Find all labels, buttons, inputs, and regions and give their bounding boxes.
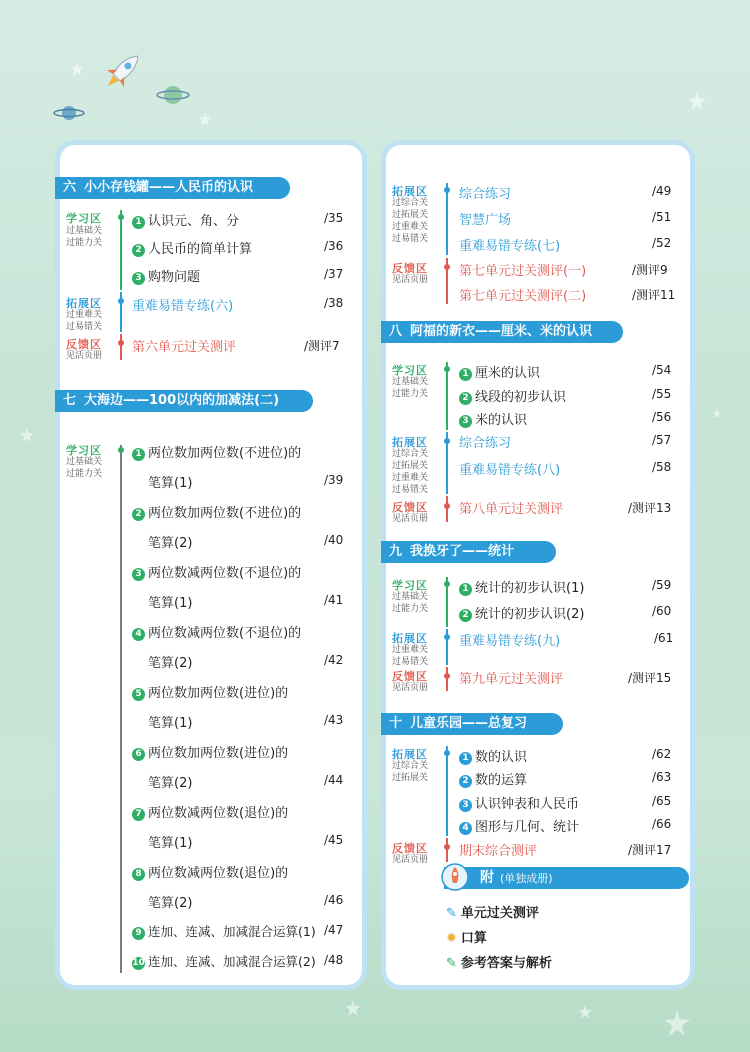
- zone-sub: 过能力关: [66, 238, 103, 248]
- entry-label: 认识元、角、分: [148, 214, 240, 229]
- toc-entry[interactable]: [132, 682, 288, 701]
- toc-entry[interactable]: [459, 603, 584, 622]
- page-number: /35: [324, 211, 344, 225]
- zone-label-learn: 学习区: [392, 364, 428, 377]
- number-badge: 2: [459, 775, 472, 788]
- number-badge: 10: [132, 958, 145, 968]
- zone-sub: 见活页册: [392, 514, 429, 524]
- small-planet-icon: [52, 100, 86, 126]
- entry-label: 购物问题: [148, 270, 201, 285]
- toc-entry[interactable]: [459, 577, 584, 596]
- toc-entry-continued[interactable]: 笔算(1): [148, 476, 193, 491]
- entry-label: 连加、连减、加减混合运算(1): [148, 924, 316, 939]
- zone-label-expand: 拓展区: [392, 748, 428, 761]
- zone-label-learn: 学习区: [66, 212, 102, 225]
- toc-entry[interactable]: 第七单元过关测评(二): [459, 289, 587, 304]
- chapter-banner-8[interactable]: [381, 321, 623, 343]
- page-number: /42: [324, 653, 344, 667]
- chapter-banner-9[interactable]: [381, 541, 556, 563]
- chapter-banner-6[interactable]: [55, 177, 290, 199]
- number-badge: 3: [459, 415, 472, 428]
- star-icon: [345, 1000, 361, 1016]
- zone-sub: 过基础关: [392, 377, 429, 387]
- entry-label: 两位数加两位数(不进位)的: [148, 506, 302, 521]
- zone-sub: 过拓展关: [392, 773, 429, 783]
- entry-label: 统计的初步认识(2): [475, 607, 585, 622]
- timeline-red: [446, 667, 448, 691]
- zone-sub: 过拓展关: [392, 210, 429, 220]
- toc-entry[interactable]: [132, 266, 200, 285]
- timeline-dot: [118, 298, 124, 304]
- zone-sub: 过基础关: [66, 457, 103, 467]
- number-badge: 3: [132, 568, 145, 581]
- toc-entry[interactable]: [132, 562, 301, 581]
- page-number: /测评13: [628, 501, 672, 515]
- zone-sub: 过综合关: [392, 761, 429, 771]
- entry-label: 人民币的简单计算: [148, 242, 253, 257]
- timeline-green: [120, 210, 122, 290]
- toc-entry[interactable]: [132, 502, 301, 521]
- page-number: /36: [324, 239, 344, 253]
- planet-icon: [155, 80, 191, 110]
- timeline-dot: [444, 503, 450, 509]
- number-badge: 2: [459, 609, 472, 622]
- page-number: /45: [324, 833, 344, 847]
- page-number: /66: [652, 817, 672, 831]
- number-badge: 1: [132, 448, 145, 461]
- timeline-blue: [446, 746, 448, 836]
- entry-label: 数的运算: [475, 773, 528, 788]
- toc-entry-continued[interactable]: 笔算(1): [148, 836, 193, 851]
- page-number: /58: [652, 460, 672, 474]
- page-number: /55: [652, 387, 672, 401]
- zone-sub: 见活页册: [392, 855, 429, 865]
- appendix-item-label: 参考答案与解析: [460, 956, 552, 971]
- zone-label-feedback: 反馈区: [392, 262, 428, 275]
- page-number: /57: [652, 433, 672, 447]
- number-badge: 7: [132, 808, 145, 821]
- timeline-red: [446, 838, 448, 862]
- entry-label: 两位数加两位数(进位)的: [148, 686, 289, 701]
- zone-sub: 过易错关: [66, 322, 103, 332]
- timeline-dot: [444, 187, 450, 193]
- timeline-dot: [118, 340, 124, 346]
- appendix-item[interactable]: [446, 902, 539, 921]
- toc-entry-continued[interactable]: 笔算(1): [148, 596, 193, 611]
- page-number: /测评17: [628, 843, 672, 857]
- entry-label: 连加、连减、加减混合运算(2): [148, 954, 316, 969]
- toc-entry-continued[interactable]: 笔算(2): [148, 536, 193, 551]
- toc-entry[interactable]: [459, 409, 527, 428]
- entry-label: 两位数加两位数(不进位)的: [148, 446, 302, 461]
- star-icon: [664, 1010, 690, 1036]
- zone-sub: 过基础关: [66, 226, 103, 236]
- page-number: /63: [652, 770, 672, 784]
- star-icon: [712, 408, 722, 418]
- timeline-grey: [120, 445, 122, 973]
- chapter-number: 九: [389, 544, 403, 559]
- zone-label-feedback: 反馈区: [392, 842, 428, 855]
- appendix-note: (单独成册): [500, 872, 553, 885]
- zone-label-feedback: 反馈区: [66, 338, 102, 351]
- page-number: /61: [654, 631, 674, 645]
- toc-entry[interactable]: 第九单元过关测评: [459, 672, 564, 687]
- appendix-title: 附: [480, 870, 494, 886]
- zone-sub: 过易错关: [392, 234, 429, 244]
- page-number: /39: [324, 473, 344, 487]
- page-number: /41: [324, 593, 344, 607]
- zone-sub: 过易错关: [392, 485, 429, 495]
- toc-entry[interactable]: [132, 802, 288, 821]
- timeline-dot: [444, 581, 450, 587]
- chapter-banner-10[interactable]: [381, 713, 563, 735]
- chapter-title: 大海边——100以内的加减法(二): [84, 393, 280, 408]
- zone-sub: 过重难关: [392, 473, 429, 483]
- page-number: /65: [652, 794, 672, 808]
- appendix-item[interactable]: [446, 927, 487, 946]
- page-number: /测评9: [632, 263, 668, 277]
- zone-sub: 过综合关: [392, 449, 429, 459]
- chapter-title: 我换牙了——统计: [410, 544, 515, 559]
- entry-label: 统计的初步认识(1): [475, 581, 585, 596]
- pencil-icon: ✎: [446, 956, 457, 971]
- entry-label: 米的认识: [475, 413, 528, 428]
- entry-label: 两位数减两位数(不退位)的: [148, 626, 302, 641]
- timeline-red: [120, 334, 122, 360]
- page-number: /49: [652, 184, 672, 198]
- toc-entry[interactable]: 综合练习: [459, 436, 512, 451]
- zone-sub: 过重难关: [392, 222, 429, 232]
- zone-label-feedback: 反馈区: [392, 501, 428, 514]
- entry-label: 两位数减两位数(退位)的: [148, 806, 289, 821]
- star-icon: [198, 112, 212, 126]
- toc-entry[interactable]: 第八单元过关测评: [459, 502, 564, 517]
- number-badge: 6: [132, 748, 145, 761]
- zone-label-learn: 学习区: [392, 579, 428, 592]
- toc-entry-continued[interactable]: 笔算(1): [148, 716, 193, 731]
- page-number: /测评11: [632, 288, 676, 302]
- page-number: /47: [324, 923, 344, 937]
- zone-label-expand: 拓展区: [392, 632, 428, 645]
- chapter-number: 七: [63, 393, 77, 408]
- zone-label-learn: 学习区: [66, 444, 102, 457]
- rocket-icon: [100, 48, 146, 94]
- toc-entry-continued[interactable]: 笔算(2): [148, 896, 193, 911]
- page-number: /54: [652, 363, 672, 377]
- page-number: /56: [652, 410, 672, 424]
- zone-sub: 见活页册: [392, 275, 429, 285]
- appendix-item-label: 口算: [460, 931, 487, 946]
- zone-label-feedback: 反馈区: [392, 670, 428, 683]
- number-badge: 5: [132, 688, 145, 701]
- timeline-dot: [118, 214, 124, 220]
- timeline-dot: [444, 634, 450, 640]
- entry-label: 两位数减两位数(退位)的: [148, 866, 289, 881]
- page-number: /51: [652, 210, 672, 224]
- toc-entry[interactable]: [459, 362, 540, 381]
- page-number: /48: [324, 953, 344, 967]
- zone-sub: 过重难关: [66, 310, 103, 320]
- zone-label-expand: 拓展区: [66, 297, 102, 310]
- page-number: /59: [652, 578, 672, 592]
- number-badge: 1: [132, 216, 145, 229]
- zone-sub: 过能力关: [66, 469, 103, 479]
- page-number: /46: [324, 893, 344, 907]
- timeline-dot: [118, 447, 124, 453]
- toc-entry[interactable]: [459, 793, 579, 812]
- timeline-dot: [444, 264, 450, 270]
- number-badge: 4: [459, 822, 472, 835]
- zone-sub: 见活页册: [392, 683, 429, 693]
- number-badge: 3: [132, 272, 145, 285]
- toc-entry[interactable]: [459, 769, 527, 788]
- toc-entry[interactable]: 综合练习: [459, 187, 512, 202]
- zone-sub: 过易错关: [392, 657, 429, 667]
- chapter-banner-7[interactable]: [55, 390, 313, 412]
- number-badge: 4: [132, 628, 145, 641]
- number-badge: 1: [459, 752, 472, 765]
- sun-icon: ✹: [446, 931, 457, 946]
- zone-label-expand: 拓展区: [392, 436, 428, 449]
- toc-entry-continued[interactable]: 笔算(2): [148, 776, 193, 791]
- timeline-blue: [446, 183, 448, 255]
- chapter-number: 六: [63, 180, 77, 195]
- timeline-dot: [444, 438, 450, 444]
- timeline-red: [446, 496, 448, 522]
- toc-entry[interactable]: [132, 210, 239, 229]
- entry-label: 两位数减两位数(不退位)的: [148, 566, 302, 581]
- appendix-banner[interactable]: [444, 867, 689, 889]
- toc-entry[interactable]: [459, 746, 527, 765]
- rocket-badge-icon: [440, 862, 470, 892]
- zone-sub: 过拓展关: [392, 461, 429, 471]
- star-icon: [70, 62, 84, 76]
- star-icon: [20, 428, 34, 442]
- page-number: /38: [324, 296, 344, 310]
- number-badge: 1: [459, 583, 472, 596]
- zone-sub: 过能力关: [392, 389, 429, 399]
- toc-entry[interactable]: [132, 442, 301, 461]
- page-number: /40: [324, 533, 344, 547]
- timeline-dot: [444, 844, 450, 850]
- appendix-item-label: 单元过关测评: [460, 906, 539, 921]
- zone-sub: 过能力关: [392, 604, 429, 614]
- toc-entry[interactable]: 重难易错专练(六): [132, 299, 234, 314]
- page-number: /测评7: [304, 339, 340, 353]
- chapter-title: 儿童乐园——总复习: [410, 716, 528, 731]
- entry-label: 认识钟表和人民币: [475, 797, 580, 812]
- number-badge: 8: [132, 868, 145, 881]
- entry-label: 数的认识: [475, 750, 528, 765]
- chapter-title: 阿福的新衣——厘米、米的认识: [410, 324, 593, 339]
- toc-entry[interactable]: [132, 238, 252, 257]
- toc-entry[interactable]: [459, 386, 566, 405]
- timeline-dot: [444, 673, 450, 679]
- timeline-green: [446, 362, 448, 430]
- toc-entry-continued[interactable]: 笔算(2): [148, 656, 193, 671]
- number-badge: 9: [132, 927, 145, 940]
- appendix-item[interactable]: [446, 952, 552, 971]
- toc-entry[interactable]: 重难易错专练(八): [459, 463, 561, 478]
- number-badge: 3: [459, 799, 472, 812]
- toc-entry[interactable]: [132, 922, 316, 940]
- toc-entry[interactable]: 第六单元过关测评: [132, 340, 237, 355]
- chapter-number: 八: [389, 324, 403, 339]
- page-number: /测评15: [628, 671, 672, 685]
- number-badge: 2: [132, 508, 145, 521]
- toc-entry[interactable]: 第七单元过关测评(一): [459, 264, 587, 279]
- toc-entry[interactable]: [132, 622, 301, 641]
- toc-entry[interactable]: 期末综合测评: [459, 844, 538, 859]
- pencil-icon: ✎: [446, 906, 457, 921]
- toc-entry[interactable]: 重难易错专练(七): [459, 239, 561, 254]
- entry-label: 两位数加两位数(进位)的: [148, 746, 289, 761]
- zone-sub: 见活页册: [66, 351, 103, 361]
- star-icon: [578, 1005, 592, 1019]
- number-badge: 2: [132, 244, 145, 257]
- timeline-dot: [444, 750, 450, 756]
- number-badge: 2: [459, 392, 472, 405]
- page-number: /62: [652, 747, 672, 761]
- toc-entry[interactable]: 智慧广场: [459, 213, 512, 228]
- number-badge: 1: [459, 368, 472, 381]
- toc-entry[interactable]: [132, 742, 288, 761]
- toc-entry[interactable]: [459, 816, 579, 835]
- star-icon: [688, 92, 706, 110]
- toc-entry[interactable]: [132, 952, 316, 970]
- page-number: /60: [652, 604, 672, 618]
- zone-label-expand: 拓展区: [392, 185, 428, 198]
- toc-entry[interactable]: [132, 862, 288, 881]
- entry-label: 厘米的认识: [475, 366, 541, 381]
- page-number: /37: [324, 267, 344, 281]
- toc-entry[interactable]: 重难易错专练(九): [459, 634, 561, 649]
- entry-label: 线段的初步认识: [475, 390, 567, 405]
- entry-label: 图形与几何、统计: [475, 820, 580, 835]
- zone-sub: 过基础关: [392, 592, 429, 602]
- timeline-dot: [444, 366, 450, 372]
- page-number: /52: [652, 236, 672, 250]
- page-number: /43: [324, 713, 344, 727]
- chapter-number: 十: [389, 716, 403, 731]
- page-number: /44: [324, 773, 344, 787]
- zone-sub: 过重难关: [392, 645, 429, 655]
- chapter-title: 小小存钱罐——人民币的认识: [84, 180, 254, 195]
- zone-sub: 过综合关: [392, 198, 429, 208]
